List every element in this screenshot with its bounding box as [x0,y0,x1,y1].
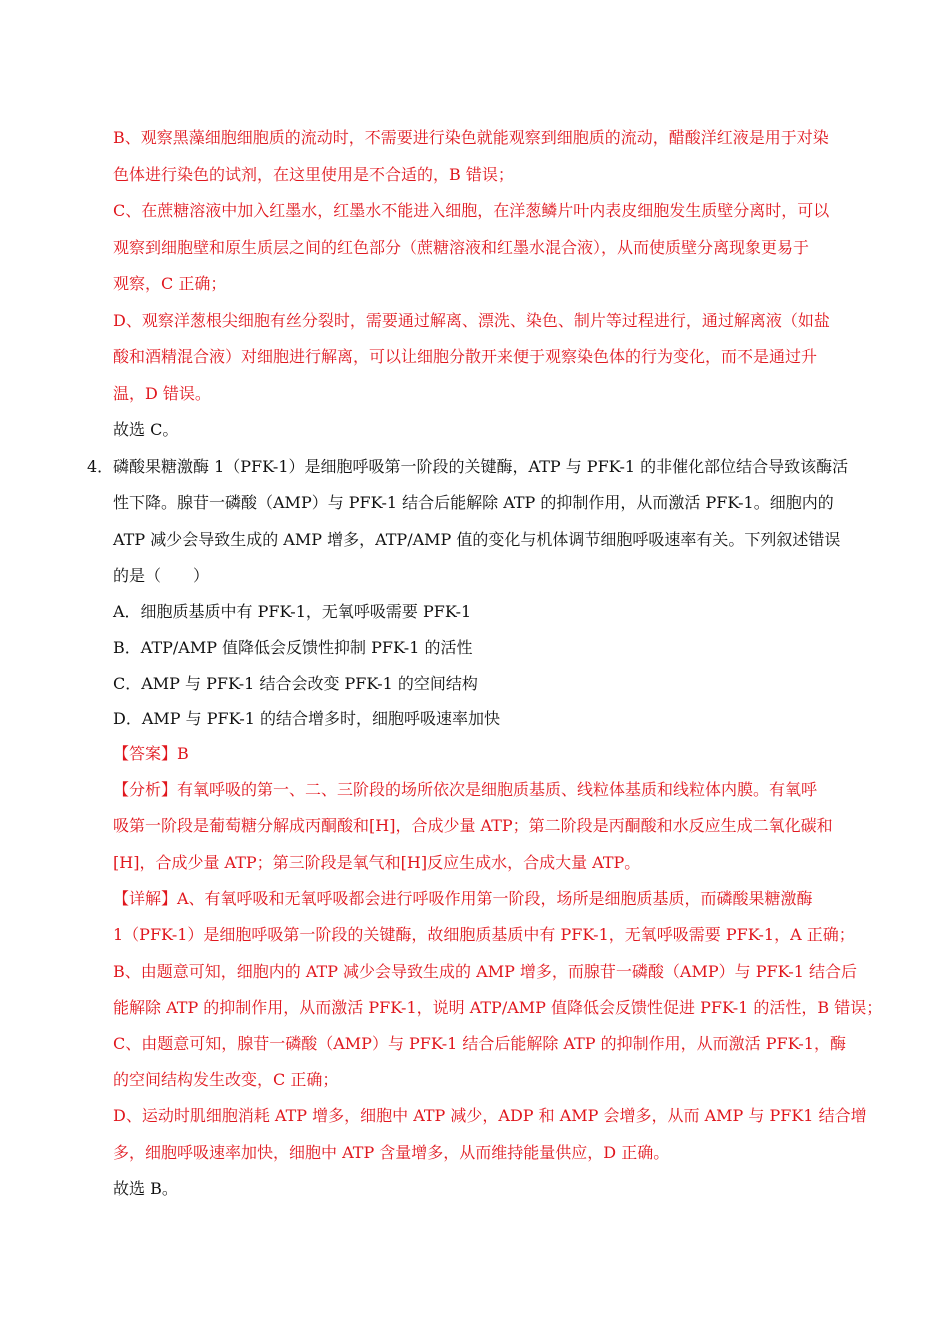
option-d: D．AMP 与 PFK-1 的结合增多时，细胞呼吸速率加快 [113,709,501,728]
analysis-line: 【分析】有氧呼吸的第一、二、三阶段的场所依次是细胞质基质、线粒体基质和线粒体内膜。有氧呼 [113,780,818,799]
explanation-line: 酸和酒精混合液）对细胞进行解离，可以让细胞分散开来便于观察染色体的行为变化，而不是通过升 [113,347,818,366]
detail-line: C、由题意可知，腺苷一磷酸（AMP）与 PFK-1 结合后能解除 ATP 的抑制作用，从而激活 PFK-1，酶 [113,1034,846,1053]
explanation-line: 色体进行染色的试剂，在这里使用是不合适的，B 错误； [113,165,514,184]
detail-line: 1（PFK-1）是细胞呼吸第一阶段的关键酶，故细胞质基质中有 PFK-1，无氧呼吸需要 PFK-1，A 正确； [113,925,855,944]
detail-line: D、运动时肌细胞消耗 ATP 增多，细胞中 ATP 减少，ADP 和 AMP 会增多，从而 AMP 与 PFK1 结合增 [113,1106,867,1125]
question-stem-line: ATP 减少会导致生成的 AMP 增多，ATP/AMP 值的变化与机体调节细胞呼吸速率有关。下列叙述错误 [113,530,841,549]
option-b: B．ATP/AMP 值降低会反馈性抑制 PFK-1 的活性 [113,638,473,657]
explanation-line: C、在蔗糖溶液中加入红墨水，红墨水不能进入细胞，在洋葱鳞片叶内表皮细胞发生质壁分离时，可以 [113,201,830,220]
explanation-line: D、观察洋葱根尖细胞有丝分裂时，需要通过解离、漂洗、染色、制片等过程进行，通过解离液（如盐 [113,311,830,330]
analysis-line: [H]，合成少量 ATP；第三阶段是氧气和[H]反应生成水，合成大量 ATP。 [113,853,641,872]
question-stem-line: 的是（ ） [113,566,210,585]
explanation-line: B、观察黑藻细胞细胞质的流动时，不需要进行染色就能观察到细胞质的流动，醋酸洋红液是用于对染 [113,128,829,147]
detail-line: 【详解】A、有氧呼吸和无氧呼吸都会进行呼吸作用第一阶段，场所是细胞质基质，而磷酸果糖激酶 [113,889,813,908]
detail-line: B、由题意可知，细胞内的 ATP 减少会导致生成的 AMP 增多，而腺苷一磷酸（AMP）与 PFK-1 结合后 [113,962,858,981]
previous-conclusion: 故选 C。 [113,420,179,439]
detail-line: 能解除 ATP 的抑制作用，从而激活 PFK-1，说明 ATP/AMP 值降低会反馈性促进 PFK-1 的活性，B 错误； [113,998,883,1017]
analysis-line: 吸第一阶段是葡萄糖分解成丙酮酸和[H]，合成少量 ATP；第二阶段是丙酮酸和水反应生成二氧化碳和 [113,816,833,835]
detail-line: 多，细胞呼吸速率加快，细胞中 ATP 含量增多，从而维持能量供应，D 正确。 [113,1143,670,1162]
question-conclusion: 故选 B。 [113,1179,178,1198]
question-stem-line: 性下降。腺苷一磷酸（AMP）与 PFK-1 结合后能解除 ATP 的抑制作用，从而激活 PFK-1。细胞内的 [113,493,834,512]
question-number: 4． [87,457,114,476]
option-c: C．AMP 与 PFK-1 结合会改变 PFK-1 的空间结构 [113,674,478,693]
explanation-line: 观察，C 正确； [113,274,227,293]
detail-line: 的空间结构发生改变，C 正确； [113,1070,339,1089]
option-a: A．细胞质基质中有 PFK-1，无氧呼吸需要 PFK-1 [113,602,472,621]
explanation-line: 温，D 错误。 [113,384,211,403]
answer-label: 【答案】B [113,744,189,763]
question-stem-line: 磷酸果糖激酶 1（PFK-1）是细胞呼吸第一阶段的关键酶，ATP 与 PFK-1 的非催化部位结合导致该酶活 [113,457,849,476]
explanation-line: 观察到细胞壁和原生质层之间的红色部分（蔗糖溶液和红墨水混合液），从而使质壁分离现象更易于 [113,238,810,257]
